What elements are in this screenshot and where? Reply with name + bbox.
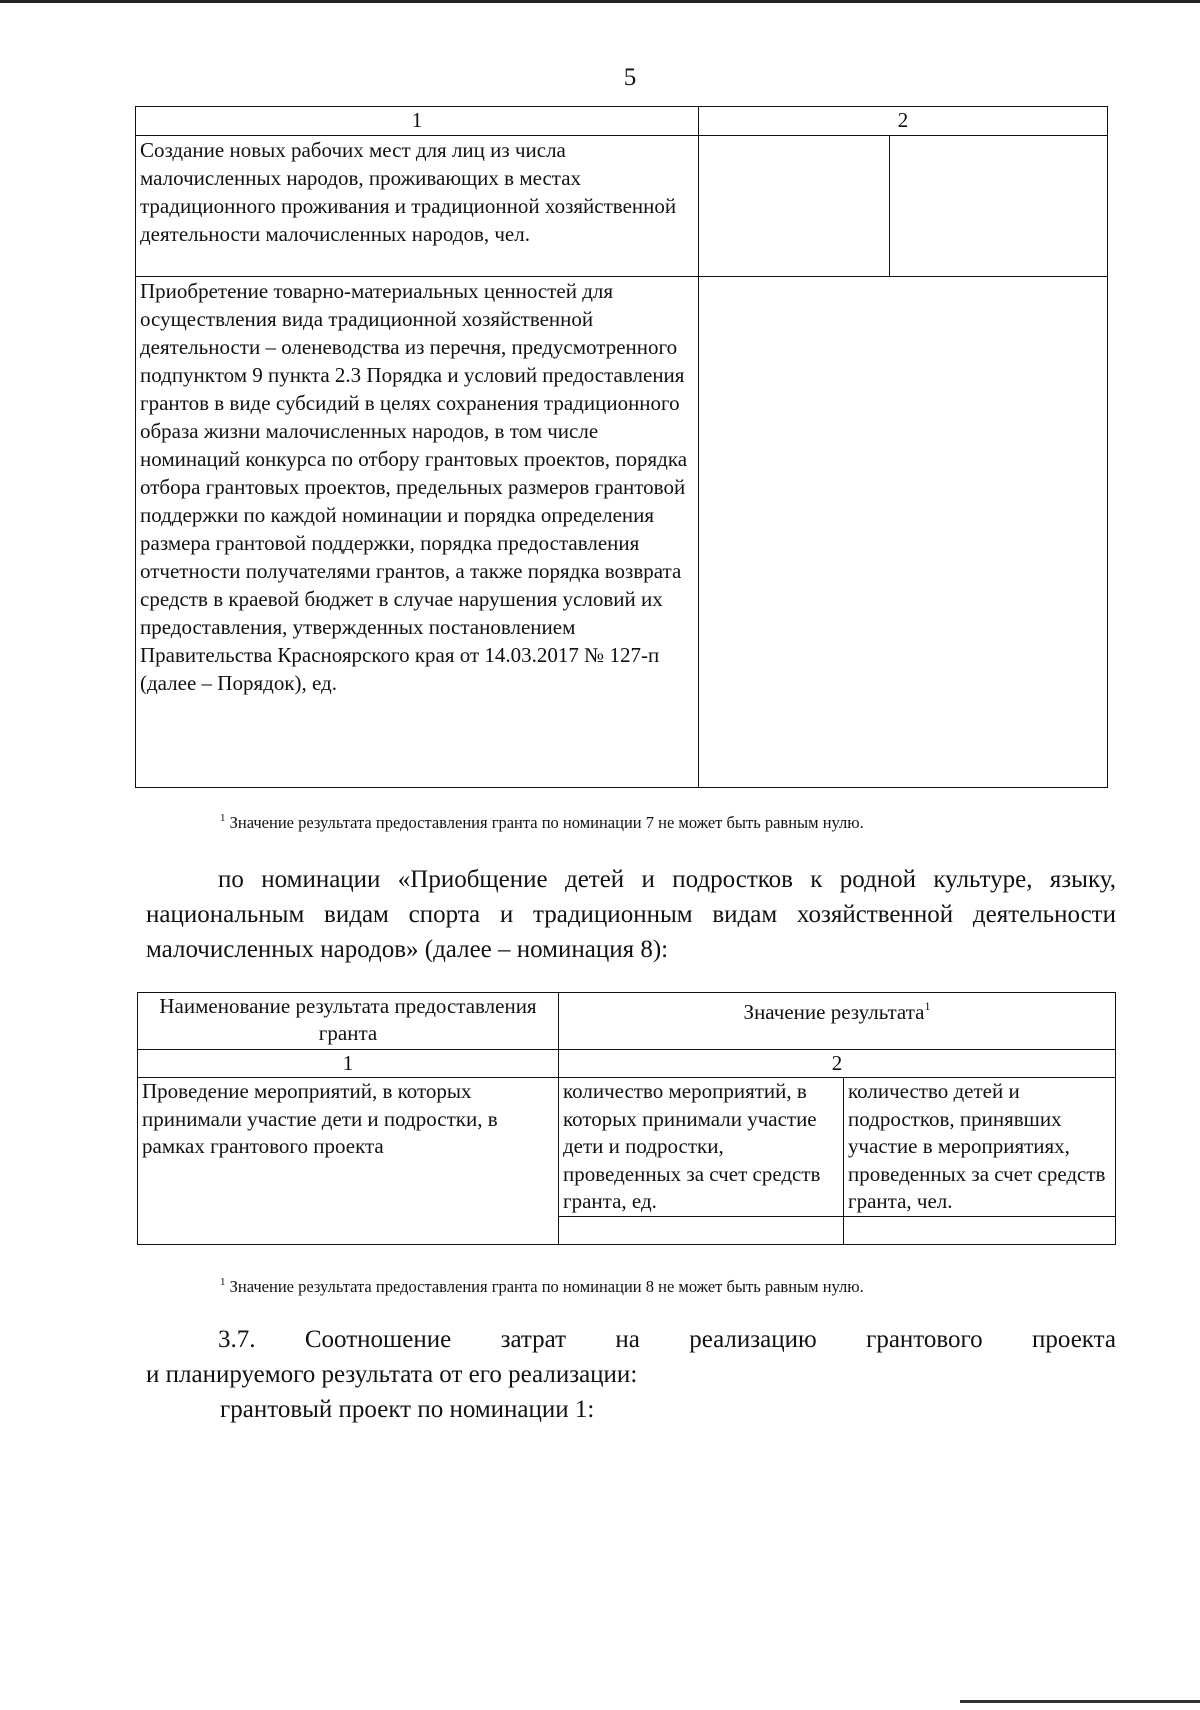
results-table-nomination-7 <box>135 106 1108 788</box>
footnote-mark: 1 <box>924 999 931 1013</box>
result-value-cell <box>699 277 1108 788</box>
result-name-cell: Создание новых рабочих мест для лиц из числа малочисленных народов, проживающих в местах традиционного проживания и традиционной хозяйственной деятельности малочисленных народов, чел. <box>136 136 699 277</box>
table-header-row <box>136 107 1108 136</box>
footnote-mark: 1 <box>220 1276 226 1288</box>
footnote-text: Значение результата предоставления гранта по номинации 7 не может быть равным нулю. <box>229 813 864 832</box>
nomination-8-paragraph <box>146 862 1116 967</box>
header-result-name: Наименование результата предоставления гранта <box>138 993 559 1050</box>
table-header-row <box>138 993 1116 1050</box>
children-value-cell <box>844 1217 1116 1245</box>
heading-word: на <box>615 1326 640 1353</box>
footnote-text: Значение результата предоставления гранта по номинации 8 не может быть равным нулю. <box>229 1277 864 1296</box>
children-count-cell: количество детей и подростков, принявших участие в мероприятиях, проведенных за счет средств гранта, чел. <box>844 1078 1116 1217</box>
scan-top-border <box>0 0 1200 3</box>
nomination-8-text: по номинации «Приобщение детей и подростков к родной культуре, языку, национальным видам спорта и традиционным видам хозяйственной деятельности малочисленных народов» (далее – номинация 8): <box>146 866 1116 963</box>
footnote-nomination-8 <box>220 1276 864 1297</box>
table-row <box>136 136 1108 277</box>
scan-bottom-border <box>960 1700 1200 1703</box>
table-row <box>138 1078 1116 1217</box>
heading-word: грантового <box>866 1326 983 1353</box>
result-value-cell <box>890 136 1108 277</box>
heading-word: проекта <box>1032 1326 1116 1353</box>
column-number-1: 1 <box>138 1050 559 1078</box>
events-value-cell <box>559 1217 844 1245</box>
header-result-value: Значение результата$^1$ <box>559 993 1116 1050</box>
section-number: 3.7. <box>218 1326 256 1353</box>
section-3-7-line-2: и планируемого результата от его реализации: <box>146 1361 638 1388</box>
heading-word: Соотношение <box>304 1326 452 1353</box>
section-3-7-line-3: грантовый проект по номинации 1: <box>220 1396 595 1423</box>
results-table-nomination-8 <box>137 992 1116 1245</box>
result-value-cell <box>699 136 890 277</box>
result-name-cell: Проведение мероприятий, в которых принимали участие дети и подростки, в рамках грантового проекта <box>138 1078 559 1245</box>
heading-word: затрат <box>500 1326 567 1353</box>
page-number: 5 <box>623 64 637 91</box>
column-numbers-row <box>138 1050 1116 1078</box>
heading-word: реализацию <box>689 1326 817 1353</box>
column-number-1: 1 <box>136 107 699 136</box>
result-name-cell: Приобретение товарно-материальных ценностей для осуществления вида традиционной хозяйственной деятельности – оленеводства из перечня, предусмотренного подпунктом 9 пункта 2.3 Порядка и условий предоставления грантов в виде субсидий в целях сохранения традиционного образа жизни малочисленных народов, в том числе номинаций конкурса по отбору грантовых проектов, порядка отбора грантовых проектов, предельных размеров грантовой поддержки по каждой номинации и порядка определения размера грантовой поддержки, порядка предоставления отчетности получателями грантов, а также порядка возврата средств в краевой бюджет в случае нарушения условий их предоставления, утвержденных постановлением Правительства Красноярского края от 14.03.2017 № 127-п (далее – Порядок), ед. <box>136 277 699 788</box>
column-number-2: 2 <box>559 1050 1116 1078</box>
events-count-cell: количество мероприятий, в которых принимали участие дети и подростки, проведенных за счет средств гранта, ед. <box>559 1078 844 1217</box>
column-number-2: 2 <box>699 107 1108 136</box>
section-3-7-heading <box>218 1322 1116 1357</box>
footnote-mark: 1 <box>220 812 226 824</box>
footnote-nomination-7 <box>220 812 864 833</box>
table-row <box>136 277 1108 788</box>
